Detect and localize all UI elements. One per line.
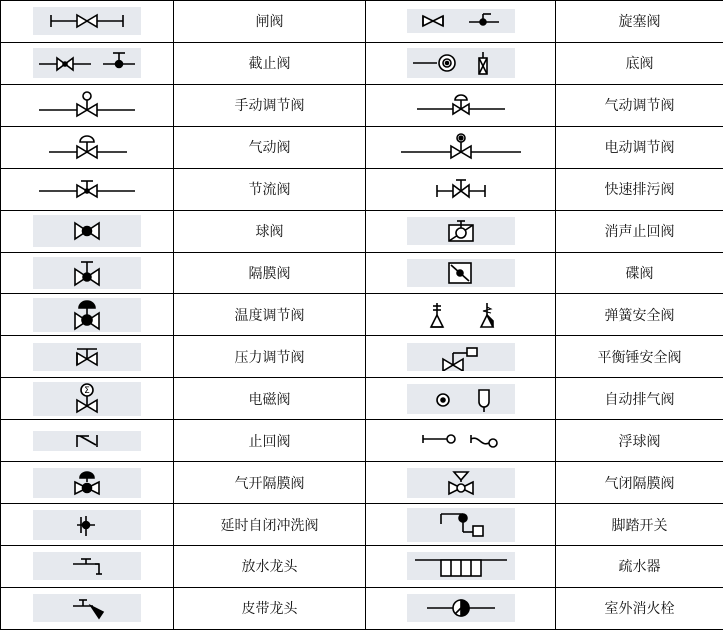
valve-label: 浮球阀	[618, 433, 661, 450]
valve-label: 球阀	[255, 224, 284, 241]
valve-label: 电动调节阀	[604, 140, 675, 157]
symbol-cell	[1, 462, 174, 504]
ball-valve-icon	[33, 215, 141, 247]
auto-air-vent-icon	[407, 384, 515, 414]
symbol-cell	[1, 336, 174, 378]
symbol-cell	[366, 1, 556, 43]
delayed-flush-valve-icon	[33, 510, 141, 540]
water-tap-icon	[33, 552, 141, 580]
table-row	[1, 1, 723, 43]
globe-valve-icon	[33, 48, 141, 78]
valve-label: 消声止回阀	[604, 224, 675, 241]
valve-label: 碟阀	[625, 265, 654, 282]
valve-label: 旋塞阀	[618, 14, 661, 31]
manual-control-valve-icon	[33, 90, 141, 120]
valve-label: 底阀	[625, 56, 654, 73]
valve-label: 延时自闭冲洗阀	[220, 517, 319, 534]
symbol-cell	[366, 587, 556, 629]
valve-label: 平衡锤安全阀	[597, 349, 682, 366]
name-cell	[556, 42, 723, 84]
valve-label: 气动阀	[248, 140, 291, 157]
solenoid-symbol: Σ	[84, 385, 90, 396]
symbol-cell	[366, 462, 556, 504]
name-cell	[174, 462, 366, 504]
table-row	[1, 587, 723, 629]
name-cell	[556, 126, 723, 168]
name-cell	[174, 42, 366, 84]
name-cell	[556, 336, 723, 378]
name-cell	[556, 210, 723, 252]
spring-safety-valve-icon	[407, 299, 515, 331]
hose-tap-icon	[33, 594, 141, 622]
name-cell	[556, 252, 723, 294]
table-row	[1, 336, 723, 378]
name-cell	[556, 545, 723, 587]
steam-trap-icon	[407, 552, 515, 580]
symbol-cell	[1, 210, 174, 252]
symbol-cell	[366, 504, 556, 546]
quick-blowdown-valve-icon	[407, 175, 515, 203]
foot-pedal-switch-icon	[407, 508, 515, 542]
name-cell	[174, 210, 366, 252]
valve-label: 温度调节阀	[234, 307, 305, 324]
symbol-cell	[1, 587, 174, 629]
butterfly-valve-icon	[407, 259, 515, 287]
table-row	[1, 42, 723, 84]
valve-label: 节流阀	[248, 182, 291, 199]
name-cell	[556, 1, 723, 43]
table-row	[1, 294, 723, 336]
valve-label: 隔膜阀	[248, 265, 291, 282]
symbol-cell	[1, 420, 174, 462]
valve-label: 气闭隔膜阀	[604, 475, 675, 492]
symbol-cell	[1, 168, 174, 210]
valve-label: 放水龙头	[241, 559, 298, 576]
name-cell	[174, 252, 366, 294]
foot-valve-icon	[407, 48, 515, 78]
symbol-cell	[366, 168, 556, 210]
valve-label: 闸阀	[255, 14, 284, 31]
throttle-valve-icon	[33, 175, 141, 203]
table-row	[1, 420, 723, 462]
name-cell	[174, 168, 366, 210]
name-cell	[174, 126, 366, 168]
table-row	[1, 545, 723, 587]
temperature-control-valve-icon	[33, 298, 141, 332]
name-cell	[174, 420, 366, 462]
name-cell	[556, 420, 723, 462]
name-cell	[174, 336, 366, 378]
name-cell	[556, 587, 723, 629]
symbol-cell	[1, 252, 174, 294]
symbol-cell	[366, 378, 556, 420]
silencing-check-valve-icon	[407, 217, 515, 245]
valve-label: 室外消火栓	[604, 601, 675, 618]
name-cell	[174, 1, 366, 43]
plug-valve-icon	[407, 9, 515, 33]
symbol-cell	[366, 545, 556, 587]
symbol-cell	[1, 42, 174, 84]
symbol-cell	[366, 252, 556, 294]
name-cell	[174, 587, 366, 629]
valve-label: 弹簧安全阀	[604, 307, 675, 324]
symbol-cell	[366, 420, 556, 462]
symbol-cell	[1, 126, 174, 168]
symbol-cell	[366, 294, 556, 336]
table-row	[1, 84, 723, 126]
valve-label: 电磁阀	[248, 391, 291, 408]
valve-label: 压力调节阀	[234, 349, 305, 366]
pneumatic-control-valve-icon	[407, 91, 515, 119]
symbol-cell	[1, 1, 174, 43]
valve-label: 皮带龙头	[241, 601, 298, 618]
pneumatic-valve-icon	[33, 132, 141, 162]
symbol-cell	[366, 210, 556, 252]
valve-label: 气动调节阀	[604, 98, 675, 115]
table-row	[1, 504, 723, 546]
table-row	[1, 126, 723, 168]
symbol-cell	[366, 126, 556, 168]
symbol-cell	[366, 336, 556, 378]
air-open-diaphragm-valve-icon	[33, 468, 141, 498]
table-row	[1, 462, 723, 504]
outdoor-hydrant-icon	[407, 594, 515, 622]
name-cell	[174, 294, 366, 336]
name-cell	[556, 294, 723, 336]
check-valve-icon	[33, 431, 141, 451]
name-cell	[556, 462, 723, 504]
symbol-cell	[1, 545, 174, 587]
symbol-cell	[366, 84, 556, 126]
name-cell	[556, 504, 723, 546]
electric-control-valve-icon	[399, 132, 523, 162]
valve-label: 脚踏开关	[611, 517, 668, 534]
name-cell	[174, 378, 366, 420]
symbol-cell	[1, 84, 174, 126]
gate-valve-icon	[33, 7, 141, 35]
name-cell	[556, 378, 723, 420]
valve-label: 手动调节阀	[234, 98, 305, 115]
name-cell	[556, 84, 723, 126]
valve-label: 截止阀	[248, 56, 291, 73]
solenoid-valve-icon	[33, 382, 141, 416]
name-cell	[556, 168, 723, 210]
valve-label: 快速排污阀	[604, 182, 675, 199]
table-row	[1, 168, 723, 210]
float-valve-icon	[407, 429, 515, 453]
symbol-cell	[1, 504, 174, 546]
name-cell	[174, 84, 366, 126]
diaphragm-valve-icon	[33, 257, 141, 289]
valve-label: 止回阀	[248, 433, 291, 450]
pressure-control-valve-icon	[33, 343, 141, 371]
table-row	[1, 210, 723, 252]
table-row	[1, 252, 723, 294]
name-cell	[174, 545, 366, 587]
symbol-cell	[1, 294, 174, 336]
table-row	[1, 378, 723, 420]
air-close-diaphragm-valve-icon	[407, 468, 515, 498]
valve-label: 气开隔膜阀	[234, 475, 305, 492]
name-cell	[174, 504, 366, 546]
valve-label: 疏水器	[618, 559, 661, 576]
weight-safety-valve-icon	[407, 343, 515, 371]
valve-label: 自动排气阀	[604, 391, 675, 408]
symbol-cell	[366, 42, 556, 84]
symbol-cell	[1, 378, 174, 420]
